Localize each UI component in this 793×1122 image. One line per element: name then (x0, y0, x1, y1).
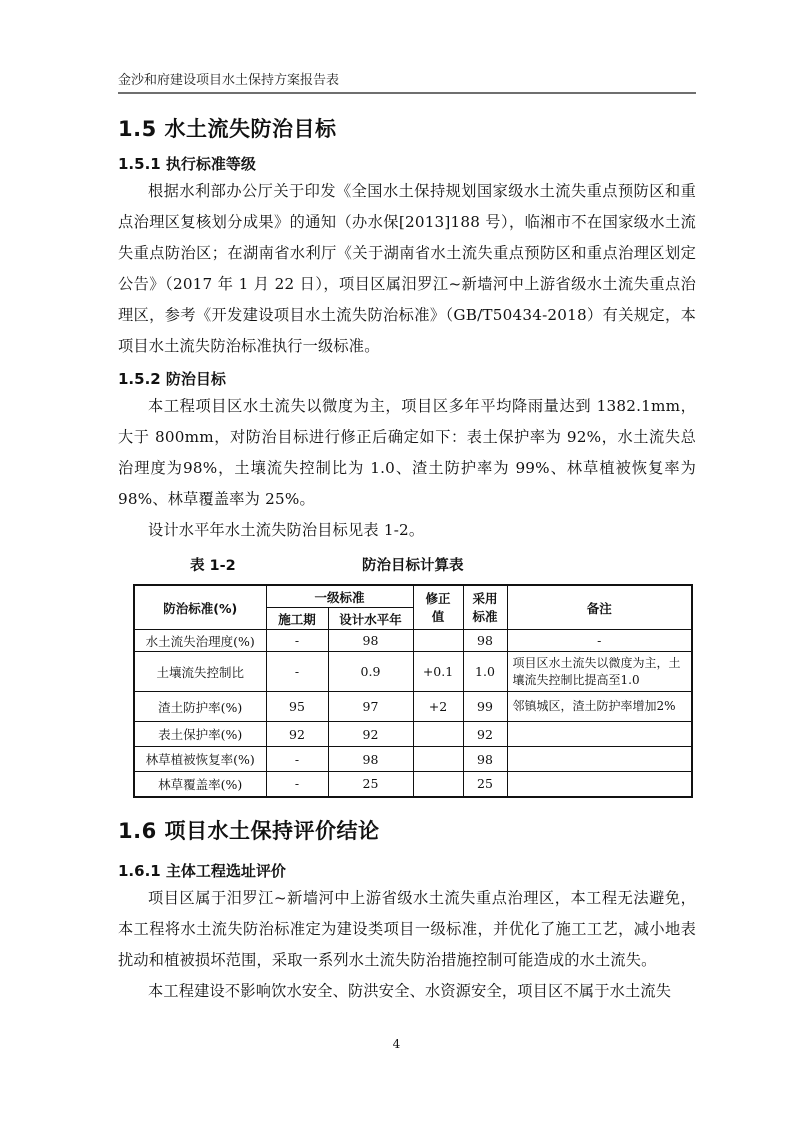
cell-name: 土壤流失控制比 (134, 652, 266, 692)
cell-adopted: 99 (463, 692, 507, 722)
cell-name: 林草植被恢复率(%) (134, 747, 266, 772)
cell-construction: - (266, 772, 328, 797)
cell-adopted: 1.0 (463, 652, 507, 692)
table-row (134, 747, 692, 772)
paragraph-standard-level: 根据水利部办公厅关于印发《全国水土保持规划国家级水土流失重点预防区和重点治理区复核划分成果》的通知（办水保[2013]188 号），临湘市不在国家级水土流失重点防治区；在湖南省水利厅《关于湖南省水土流失重点预防区和重点治理区划定公告》（2017 年 1 月 22 日），项目区属汨罗江~新墙河中上游省级水土流失重点治理区，参考《开发建设项目水土流失防治标准》（GB/T50434-2018）有关规定，本项目水土流失防治标准执行一级标准。 (118, 182, 696, 355)
cell-design-year: 92 (328, 722, 413, 747)
cell-correction (413, 747, 463, 772)
cell-remarks (507, 722, 692, 747)
paragraph-table-reference: 设计水平年水土流失防治目标见表 1-2。 (148, 521, 425, 539)
table-row (134, 652, 692, 692)
table-row (134, 692, 692, 722)
cell-construction: - (266, 652, 328, 692)
cell-correction (413, 772, 463, 797)
cell-name: 林草覆盖率(%) (134, 772, 266, 797)
section-heading-1-5: 1.5 水土流失防治目标 (118, 117, 337, 141)
table-row (134, 722, 692, 747)
table-number: 表 1-2 (190, 558, 236, 574)
subsection-heading-1-5-1: 1.5.1 执行标准等级 (118, 155, 256, 173)
table-header-row (134, 585, 692, 608)
header-rule (118, 92, 696, 94)
cell-design-year: 98 (328, 630, 413, 652)
prevention-target-table (133, 584, 693, 798)
cell-adopted: 98 (463, 747, 507, 772)
cell-construction: 92 (266, 722, 328, 747)
cell-remarks (507, 747, 692, 772)
cell-adopted: 92 (463, 722, 507, 747)
cell-adopted: 25 (463, 772, 507, 797)
running-header: 金沙和府建设项目水土保持方案报告表 (118, 73, 340, 88)
header-remarks: 备注 (507, 585, 692, 630)
cell-adopted: 98 (463, 630, 507, 652)
header-standard: 防治标准(%) (134, 585, 266, 630)
header-design-year: 设计水平年 (328, 608, 413, 630)
cell-design-year: 98 (328, 747, 413, 772)
cell-design-year: 0.9 (328, 652, 413, 692)
cell-name: 渣土防护率(%) (134, 692, 266, 722)
header-adopted: 采用标准 (463, 585, 507, 630)
cell-design-year: 25 (328, 772, 413, 797)
table-title: 防治目标计算表 (362, 558, 464, 574)
paragraph-prevention-targets: 本工程项目区水土流失以微度为主，项目区多年平均降雨量达到 1382.1mm，大于 800mm，对防治目标进行修正后确定如下：表土保护率为 92%，水土流失总治理度为98%，土壤流失控制比为 1.0、渣土防护率为 99%、林草植被恢复率为 98%、林草覆盖率为 25%。 (118, 397, 696, 508)
table-row (134, 630, 692, 652)
section-heading-1-6: 1.6 项目水土保持评价结论 (118, 819, 380, 843)
paragraph-safety-assessment: 本工程建设不影响饮水安全、防洪安全、水资源安全，项目区不属于水土流失 (148, 982, 672, 1000)
header-construction: 施工期 (266, 608, 328, 630)
cell-remarks: - (507, 630, 692, 652)
cell-name: 水土流失治理度(%) (134, 630, 266, 652)
cell-construction: 95 (266, 692, 328, 722)
table-row (134, 772, 692, 797)
header-level-one: 一级标准 (266, 585, 413, 608)
subsection-heading-1-6-1: 1.6.1 主体工程选址评价 (118, 862, 286, 880)
cell-design-year: 97 (328, 692, 413, 722)
header-correction: 修正值 (413, 585, 463, 630)
cell-correction: +2 (413, 692, 463, 722)
cell-construction: - (266, 747, 328, 772)
cell-remarks: 邻镇城区，渣土防护率增加2% (507, 692, 692, 722)
page-number: 4 (392, 1037, 401, 1051)
cell-remarks: 项目区水土流失以微度为主，土壤流失控制比提高至1.0 (507, 652, 692, 692)
cell-construction: - (266, 630, 328, 652)
cell-remarks (507, 772, 692, 797)
cell-correction: +0.1 (413, 652, 463, 692)
cell-correction (413, 722, 463, 747)
paragraph-site-selection: 项目区属于汨罗江~新墙河中上游省级水土流失重点治理区，本工程无法避免，本工程将水土流失防治标准定为建设类项目一级标准，并优化了施工工艺，减小地表扰动和植被损坏范围，采取一系列水土流失防治措施控制可能造成的水土流失。 (118, 889, 696, 969)
cell-name: 表土保护率(%) (134, 722, 266, 747)
cell-correction (413, 630, 463, 652)
subsection-heading-1-5-2: 1.5.2 防治目标 (118, 370, 226, 388)
